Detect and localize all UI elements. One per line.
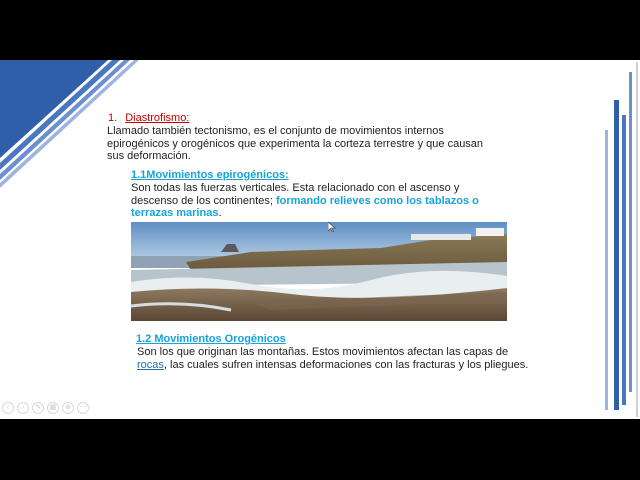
more-icon[interactable]: ⋯ <box>77 402 89 414</box>
presentation-slide <box>0 60 640 419</box>
zoom-icon[interactable]: ⊕ <box>62 402 74 414</box>
pen-icon[interactable]: ✎ <box>32 402 44 414</box>
heading-orogenicos: 1.2 Movimientos Orogénicos <box>136 333 286 345</box>
paragraph-epirogenicos-highlight: formando relieves como los tablazos o terrazas marinas <box>131 194 479 219</box>
forward-icon[interactable]: › <box>17 402 29 414</box>
slideshow-toolbar <box>2 402 89 414</box>
heading-diastrofismo <box>108 112 189 125</box>
slides-icon[interactable]: ▦ <box>47 402 59 414</box>
paragraph-orogenicos-text-a: Son los que originan las montañas. Estos movimientos afectan las capas de <box>137 346 509 358</box>
paragraph-epirogenicos-text: Son todas las fuerzas verticales. Esta relacionado con el ascenso y descenso de los continentes; <box>131 182 460 207</box>
paragraph-orogenicos-text-b: , las cuales sufren intensas deformaciones con las fracturas y los pliegues. <box>163 358 529 371</box>
mouse-cursor-icon <box>328 222 336 232</box>
coastal-terrace-photo <box>131 222 507 321</box>
heading-epirogenicos: 1.1Movimientos epirogénicos: <box>131 169 289 181</box>
paragraph-epirogenicos <box>131 182 501 220</box>
back-icon[interactable]: ‹ <box>2 402 14 414</box>
heading-number: 1. <box>108 112 118 124</box>
paragraph-epirogenicos-end: . <box>218 207 222 219</box>
heading-text: Diastrofismo: <box>125 112 190 124</box>
paragraph-orogenicos <box>137 346 537 371</box>
rocas-link[interactable]: rocas <box>137 358 164 371</box>
paragraph-definition: Llamado también tectonismo, es el conjunto de movimientos internos epirogénicos y orogénicos que experimenta la corteza terrestre y que causan sus deformación. <box>107 125 484 162</box>
